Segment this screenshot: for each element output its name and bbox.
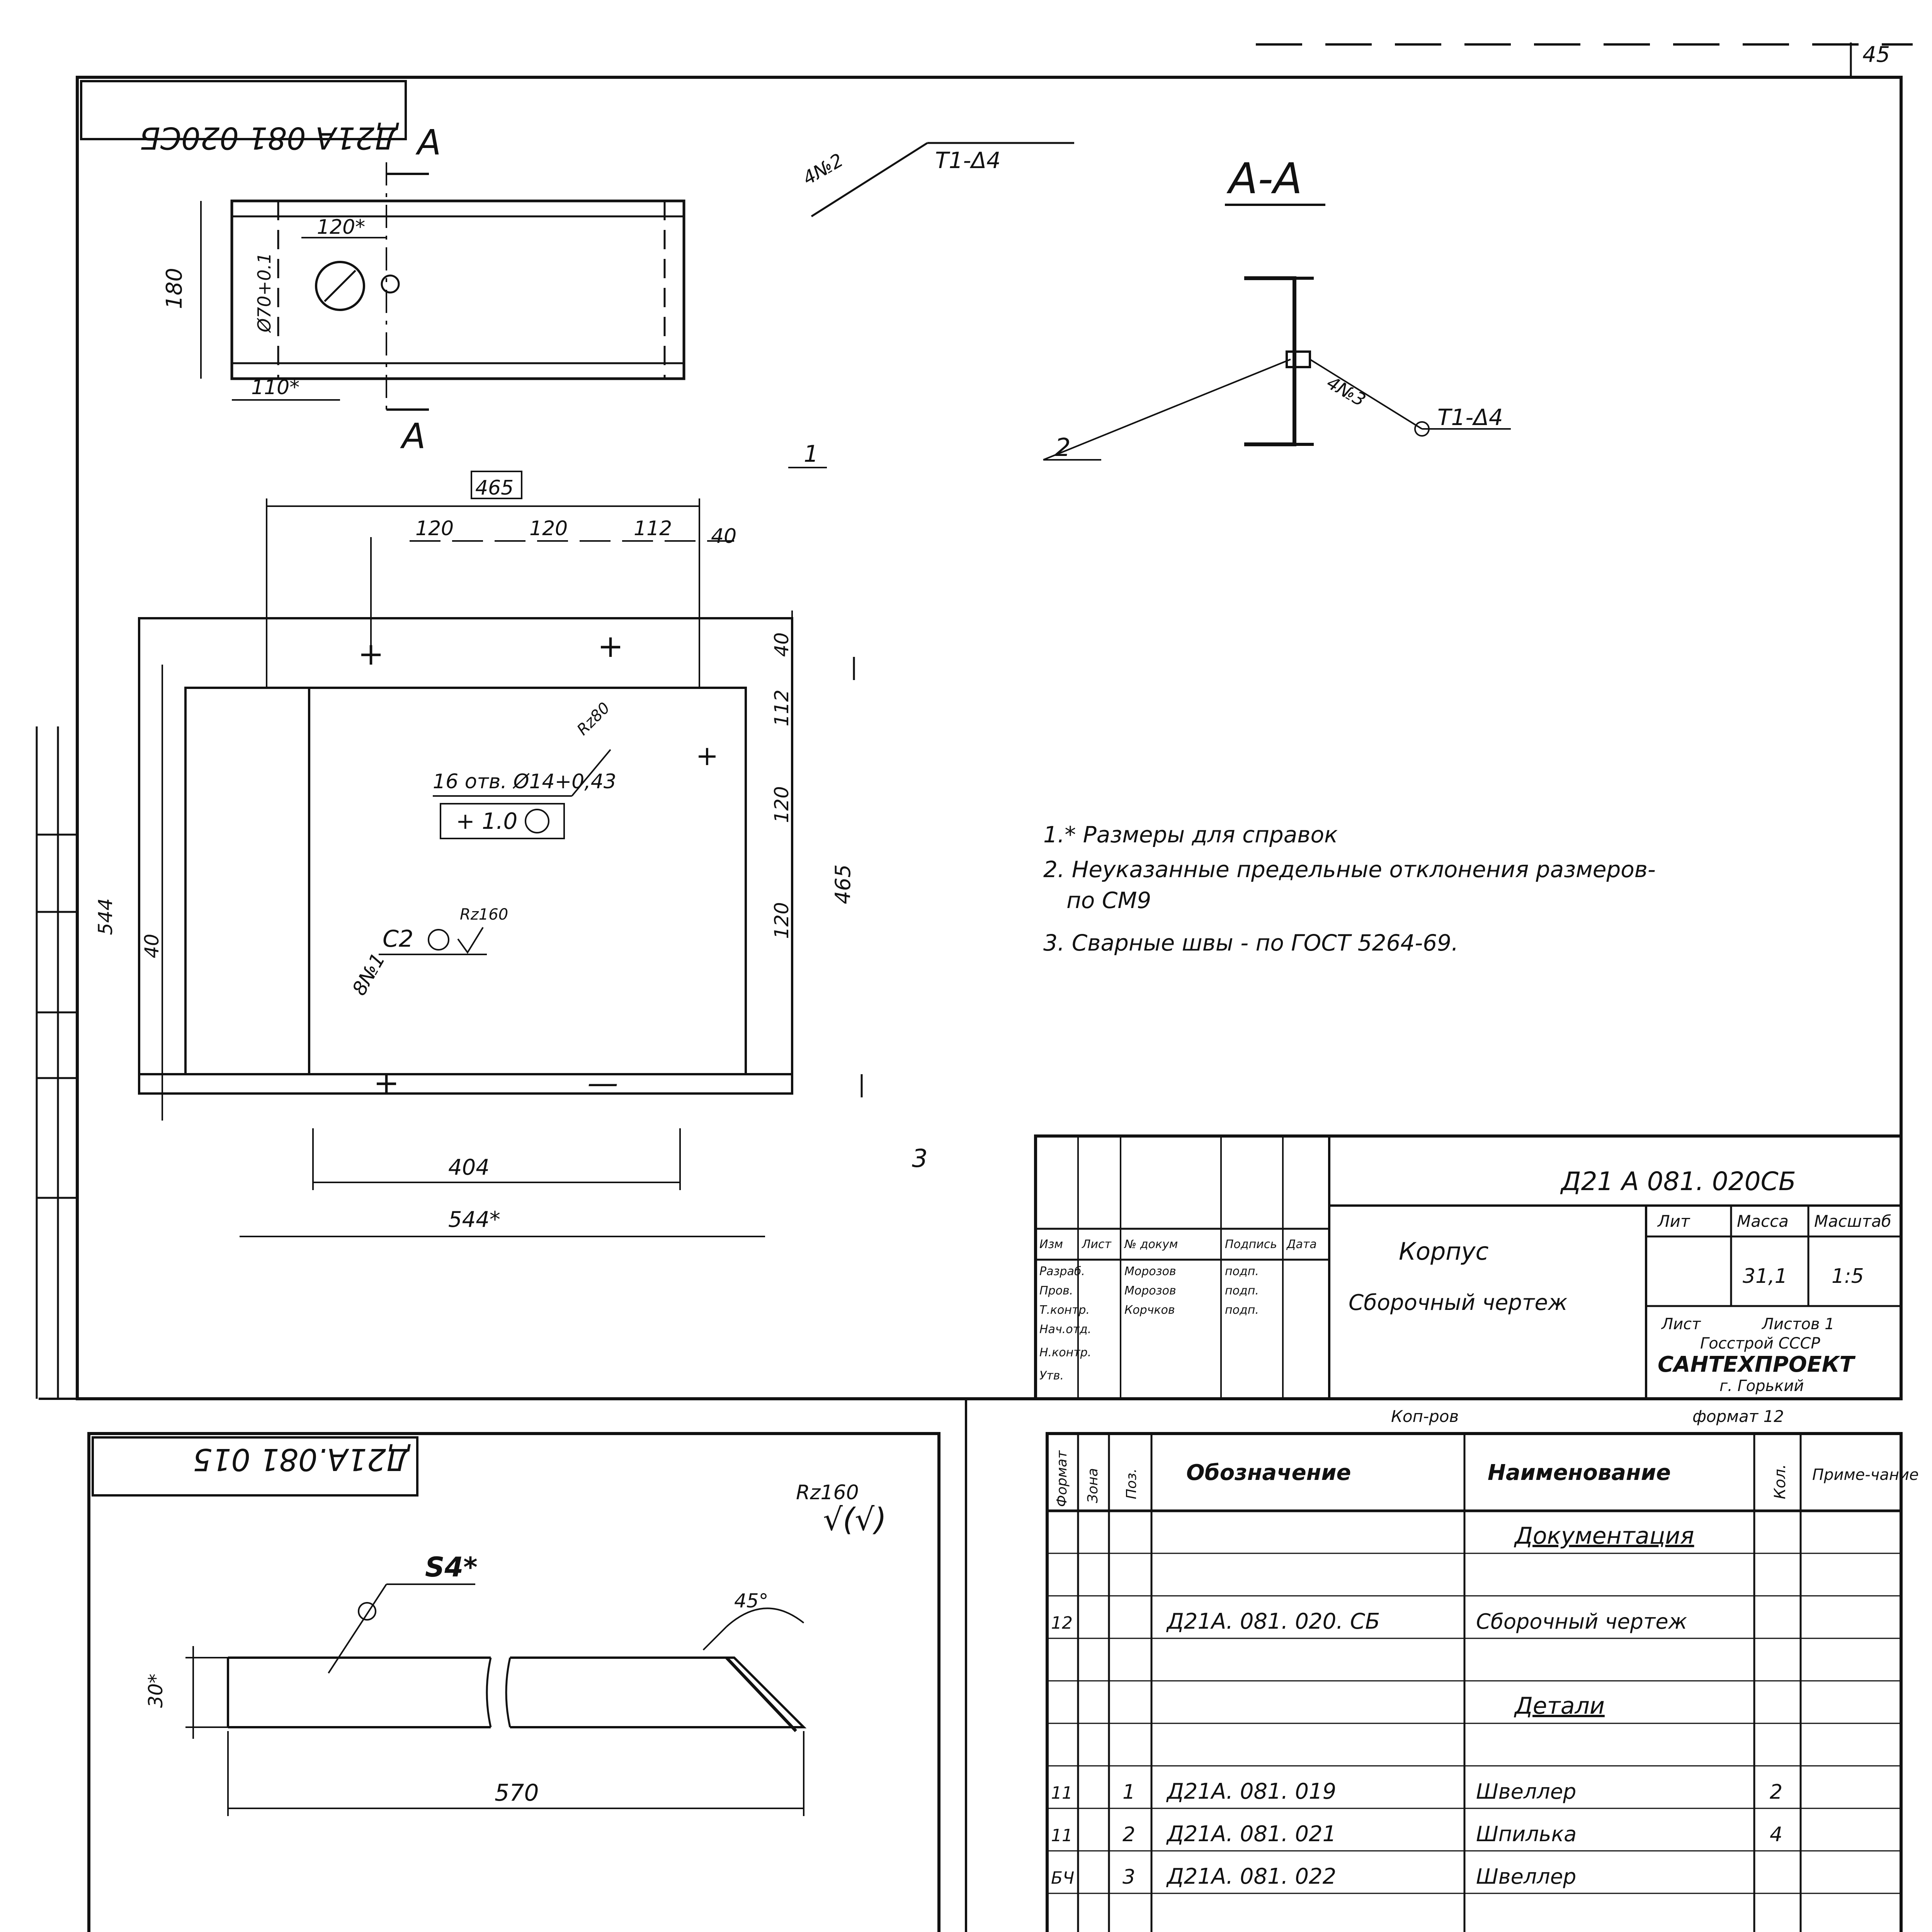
weld-symbol-2: Т1-Δ4 <box>1437 404 1503 430</box>
hole-mark: — <box>587 1065 618 1101</box>
dim-120a: 120 <box>415 517 454 540</box>
tb1-col-mass: Масса <box>1737 1212 1789 1231</box>
tb1-row-sign: Подпись <box>1225 1238 1277 1251</box>
dim-30: 30* <box>145 1673 167 1708</box>
spec-cell-qty: 2 <box>1770 1781 1783 1804</box>
dim-70: Ø70+0.1 <box>254 252 275 332</box>
dim-465-v: 465 <box>831 864 855 904</box>
rz80: Rz80 <box>573 699 614 739</box>
dim-120-v2: 120 <box>770 902 793 939</box>
tb1-role: Разраб. <box>1039 1265 1085 1278</box>
spec-cell-name: Шпилька <box>1476 1822 1577 1846</box>
spec-cell-pos: 3 <box>1122 1866 1136 1889</box>
spec-cell-format: БЧ <box>1051 1868 1075 1888</box>
weld-left: 8№1 <box>348 949 390 999</box>
holes-callout: 16 отв. Ø14+0,43 <box>433 770 616 793</box>
dim-404: 404 <box>448 1155 490 1180</box>
tb1-role: Нач.отд. <box>1039 1323 1092 1336</box>
tb1-name-person: Корчков <box>1124 1303 1175 1317</box>
corner-mark: 45 <box>1862 42 1890 67</box>
stamp2-code-rotated: Д21А.081 015 <box>193 1442 410 1476</box>
page-frame <box>37 42 1913 1932</box>
note-line: по СМ9 <box>1066 887 1151 913</box>
spec-cell-qty: 4 <box>1770 1823 1783 1846</box>
spec-cell-name: Швеллер <box>1476 1864 1577 1889</box>
spec-header-format: Формат <box>1054 1450 1070 1507</box>
spec-cell-name: Детали <box>1515 1692 1605 1719</box>
dim-120-v: 120 <box>770 786 793 823</box>
dim-40-left: 40 <box>141 934 163 958</box>
spec-header-qty: Кол. <box>1771 1464 1789 1499</box>
dim-544: 544* <box>448 1207 500 1232</box>
cut-letter-bottom: А <box>402 416 426 457</box>
hole-mark: + <box>358 636 384 672</box>
spec-cell-designation: Д21А. 081. 019 <box>1167 1779 1337 1804</box>
dim-40-right: 40 <box>770 632 793 657</box>
note-line: 3. Сварные швы - по ГОСТ 5264-69. <box>1043 930 1459 956</box>
tb1-mass: 31,1 <box>1743 1265 1787 1288</box>
stamp-code-rotated: Д21А 081 020СБ <box>139 120 398 155</box>
dim-112-v: 112 <box>770 689 793 726</box>
tb1-role: Т.контр. <box>1039 1303 1090 1317</box>
note-line: 2. Неуказанные предельные отклонения размеров- <box>1043 856 1656 883</box>
spec-header-name: Наименование <box>1488 1460 1671 1485</box>
spec-cell-pos: 2 <box>1122 1823 1136 1846</box>
dim-544-left: 544 <box>94 898 117 935</box>
plan-view <box>94 440 928 1236</box>
spec-rows <box>1051 1522 1782 1889</box>
roughness: Rz160 <box>796 1481 859 1504</box>
tb1-sheets: Листов 1 <box>1762 1315 1835 1333</box>
angle-45: 45° <box>734 1590 769 1612</box>
spec-header-pos: Поз. <box>1124 1468 1139 1499</box>
tb1-scale: 1:5 <box>1832 1265 1864 1288</box>
dim-110: 110* <box>251 376 300 399</box>
top-view <box>162 122 684 457</box>
spec-cell-format: 12 <box>1051 1613 1073 1633</box>
tb1-row-date: Дата <box>1287 1238 1317 1251</box>
roughness-symbol: √(√) <box>823 1502 887 1537</box>
note-line: 1.* Размеры для справок <box>1043 821 1338 848</box>
spec-cell-name: Швеллер <box>1476 1779 1577 1804</box>
assembly-notes <box>1043 821 1656 956</box>
tb1-org2: САНТЕХПРОЕКТ <box>1658 1352 1854 1377</box>
dim-570: 570 <box>495 1779 539 1806</box>
dim-40-top: 40 <box>711 525 737 548</box>
tb1-sheet: Лист <box>1662 1315 1701 1333</box>
holes-position: + 1.0 <box>456 808 518 834</box>
dim-180: 180 <box>162 268 187 309</box>
tb1-col-lit: Лит <box>1658 1212 1690 1231</box>
tb1-row-doc: № докум <box>1124 1238 1178 1251</box>
weld-symbol-1: Т1-Δ4 <box>935 147 1001 173</box>
title-block-assembly <box>1036 1136 1901 1399</box>
spec-cell-name: Сборочный чертеж <box>1476 1609 1687 1634</box>
spec-header-zone: Зона <box>1085 1468 1101 1503</box>
spec-cell-designation: Д21А. 081. 022 <box>1167 1864 1337 1889</box>
tb1-name-person: Морозов <box>1124 1284 1176 1298</box>
sheet-detail <box>39 1434 939 1932</box>
hole-mark: + <box>373 1065 400 1101</box>
rz160-plan: Rz160 <box>460 906 509 923</box>
spec-cell-format: 11 <box>1051 1826 1073 1845</box>
section-a-a <box>1043 154 1511 462</box>
view-label: А-А <box>1229 154 1303 203</box>
sheet-assembly <box>81 81 1901 1426</box>
copied-label: Коп-ров <box>1391 1407 1459 1426</box>
pos-3: 3 <box>912 1145 928 1173</box>
tb1-code: Д21 А 081. 020СБ <box>1561 1167 1796 1196</box>
dim-465: 465 <box>475 476 514 500</box>
tb1-org3: г. Горький <box>1719 1377 1804 1395</box>
tb1-signature: подп. <box>1225 1284 1259 1298</box>
pos-2: 2 <box>1055 434 1071 462</box>
format-label: формат 12 <box>1692 1407 1784 1426</box>
weld-s4: S4* <box>425 1551 478 1583</box>
spec-cell-name: Документация <box>1515 1522 1694 1549</box>
tb1-signature: подп. <box>1225 1303 1259 1317</box>
tb1-signature: подп. <box>1225 1265 1259 1278</box>
c2-label: С2 <box>383 925 414 952</box>
tb1-role: Утв. <box>1039 1369 1064 1383</box>
spec-cell-pos: 1 <box>1122 1781 1136 1804</box>
tb1-row-izm: Изм <box>1039 1238 1063 1251</box>
tb1-doc-type: Сборочный чертеж <box>1349 1290 1568 1315</box>
dim-120-top: 120* <box>317 216 366 239</box>
weld-label-2: 4№3 <box>1323 372 1369 411</box>
spec-cell-designation: Д21А. 081. 020. СБ <box>1167 1609 1380 1634</box>
tb1-col-scale: Масштаб <box>1814 1212 1891 1231</box>
tb1-role: Н.контр. <box>1039 1346 1092 1359</box>
spec-header-designation: Обозначение <box>1186 1460 1351 1485</box>
tb1-row-list: Лист <box>1082 1238 1112 1251</box>
tb1-org1: Госстрой СССР <box>1700 1335 1820 1352</box>
spec-cell-designation: Д21А. 081. 021 <box>1167 1821 1337 1847</box>
cut-letter-top: А <box>417 122 441 163</box>
tb1-role: Пров. <box>1039 1284 1073 1298</box>
spec-header-note: Приме-чание <box>1812 1466 1919 1484</box>
pos-1: 1 <box>804 440 819 468</box>
weld-label-1: 4№2 <box>799 149 847 190</box>
tb1-name-person: Морозов <box>1124 1265 1176 1278</box>
hole-mark: + <box>597 628 624 664</box>
dim-120b: 120 <box>529 517 568 540</box>
dim-112: 112 <box>634 517 672 540</box>
sheet-specification <box>997 1434 1919 1932</box>
tb1-name: Корпус <box>1399 1237 1489 1265</box>
spec-cell-format: 11 <box>1051 1783 1073 1803</box>
hole-mark: + <box>696 740 719 772</box>
